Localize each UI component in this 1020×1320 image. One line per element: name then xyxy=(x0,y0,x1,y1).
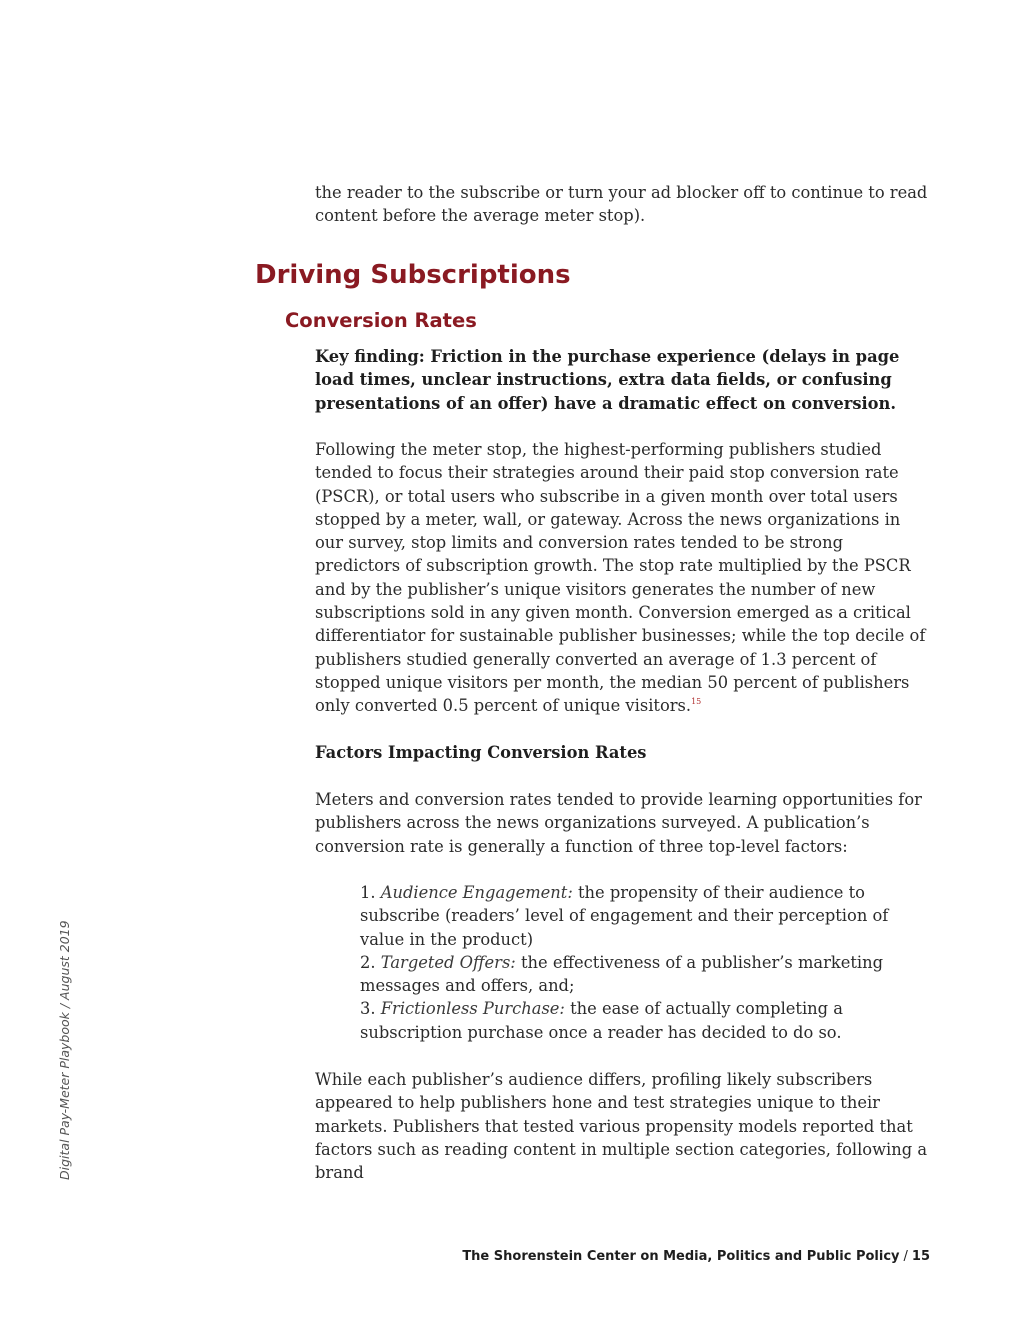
factors-list xyxy=(360,881,932,1044)
paragraph-pscr xyxy=(315,438,930,718)
list-item xyxy=(360,881,932,951)
factors-intro: Meters and conversion rates tended to provide learning opportunities for publishers across the news organizations surveyed. A publication’s conversion rate is generally a function of three top-level factors: xyxy=(315,790,922,856)
list-term: Frictionless Purchase: xyxy=(380,999,565,1019)
paragraph-pscr-text: Following the meter stop, the highest-performing publishers studied tended to focus their strategies around their paid stop conversion rate (PSCR), or total users who subscribe in a given month over total users stopped by a meter, wall, or gateway. Across the news organizations in our survey, stop limits and conversion rates tended to be strong predictors of subscription growth. The stop rate multiplied by the PSCR and by the publisher’s unique visitors generates the number of new subscriptions sold in any given month. Conversion emerged as a critical differentiator for sustainable publisher businesses; while the top decile of publishers studied generally converted an average of 1.3 percent of stopped unique visitors per month, the median 50 percent of publishers only converted 0.5 percent of unique visitors. xyxy=(315,440,926,716)
footnote-marker[interactable]: 15 xyxy=(691,697,702,707)
footer-separator: / xyxy=(903,1249,908,1264)
footer-org: The Shorenstein Center on Media, Politics and Public Policy xyxy=(462,1249,900,1264)
list-text: the propensity of their audience to subscribe (readers’ level of engagement and their perception of value in the product) xyxy=(360,883,889,949)
list-text: the ease of actually completing a subscription purchase once a reader has decided to do so. xyxy=(360,999,843,1042)
intro-paragraph: the reader to the subscribe or turn your ad blocker off to continue to read content before the average meter stop). xyxy=(315,183,928,226)
list-number: 1. xyxy=(360,883,376,902)
factors-heading: Factors Impacting Conversion Rates xyxy=(315,743,647,762)
section-subtitle: Conversion Rates xyxy=(285,309,477,332)
page-number: 15 xyxy=(911,1249,930,1264)
list-item xyxy=(360,997,932,1044)
key-finding: Key finding: Friction in the purchase experience (delays in page load times, unclear instructions, extra data fields, or confusing presentations of an offer) have a dramatic effect on conversion. xyxy=(315,347,900,413)
list-term: Targeted Offers: xyxy=(380,952,516,972)
list-text: the effectiveness of a publisher’s marketing messages and offers, and; xyxy=(360,952,884,996)
list-number: 2. xyxy=(360,952,376,972)
sidebar-running-title: Digital Pay-Meter Playbook / August 2019 xyxy=(57,920,72,1180)
page-footer xyxy=(462,1249,930,1264)
closing-paragraph: While each publisher’s audience differs, profiling likely subscribers appeared to help publishers hone and test strategies unique to their markets. Publishers that tested various propensity models reported that factors such as reading content in multiple section categories, following a brand xyxy=(315,1070,928,1183)
list-item xyxy=(360,951,932,998)
section-title: Driving Subscriptions xyxy=(255,260,571,290)
list-term: Audience Engagement: xyxy=(380,883,573,902)
list-number: 3. xyxy=(360,999,376,1019)
